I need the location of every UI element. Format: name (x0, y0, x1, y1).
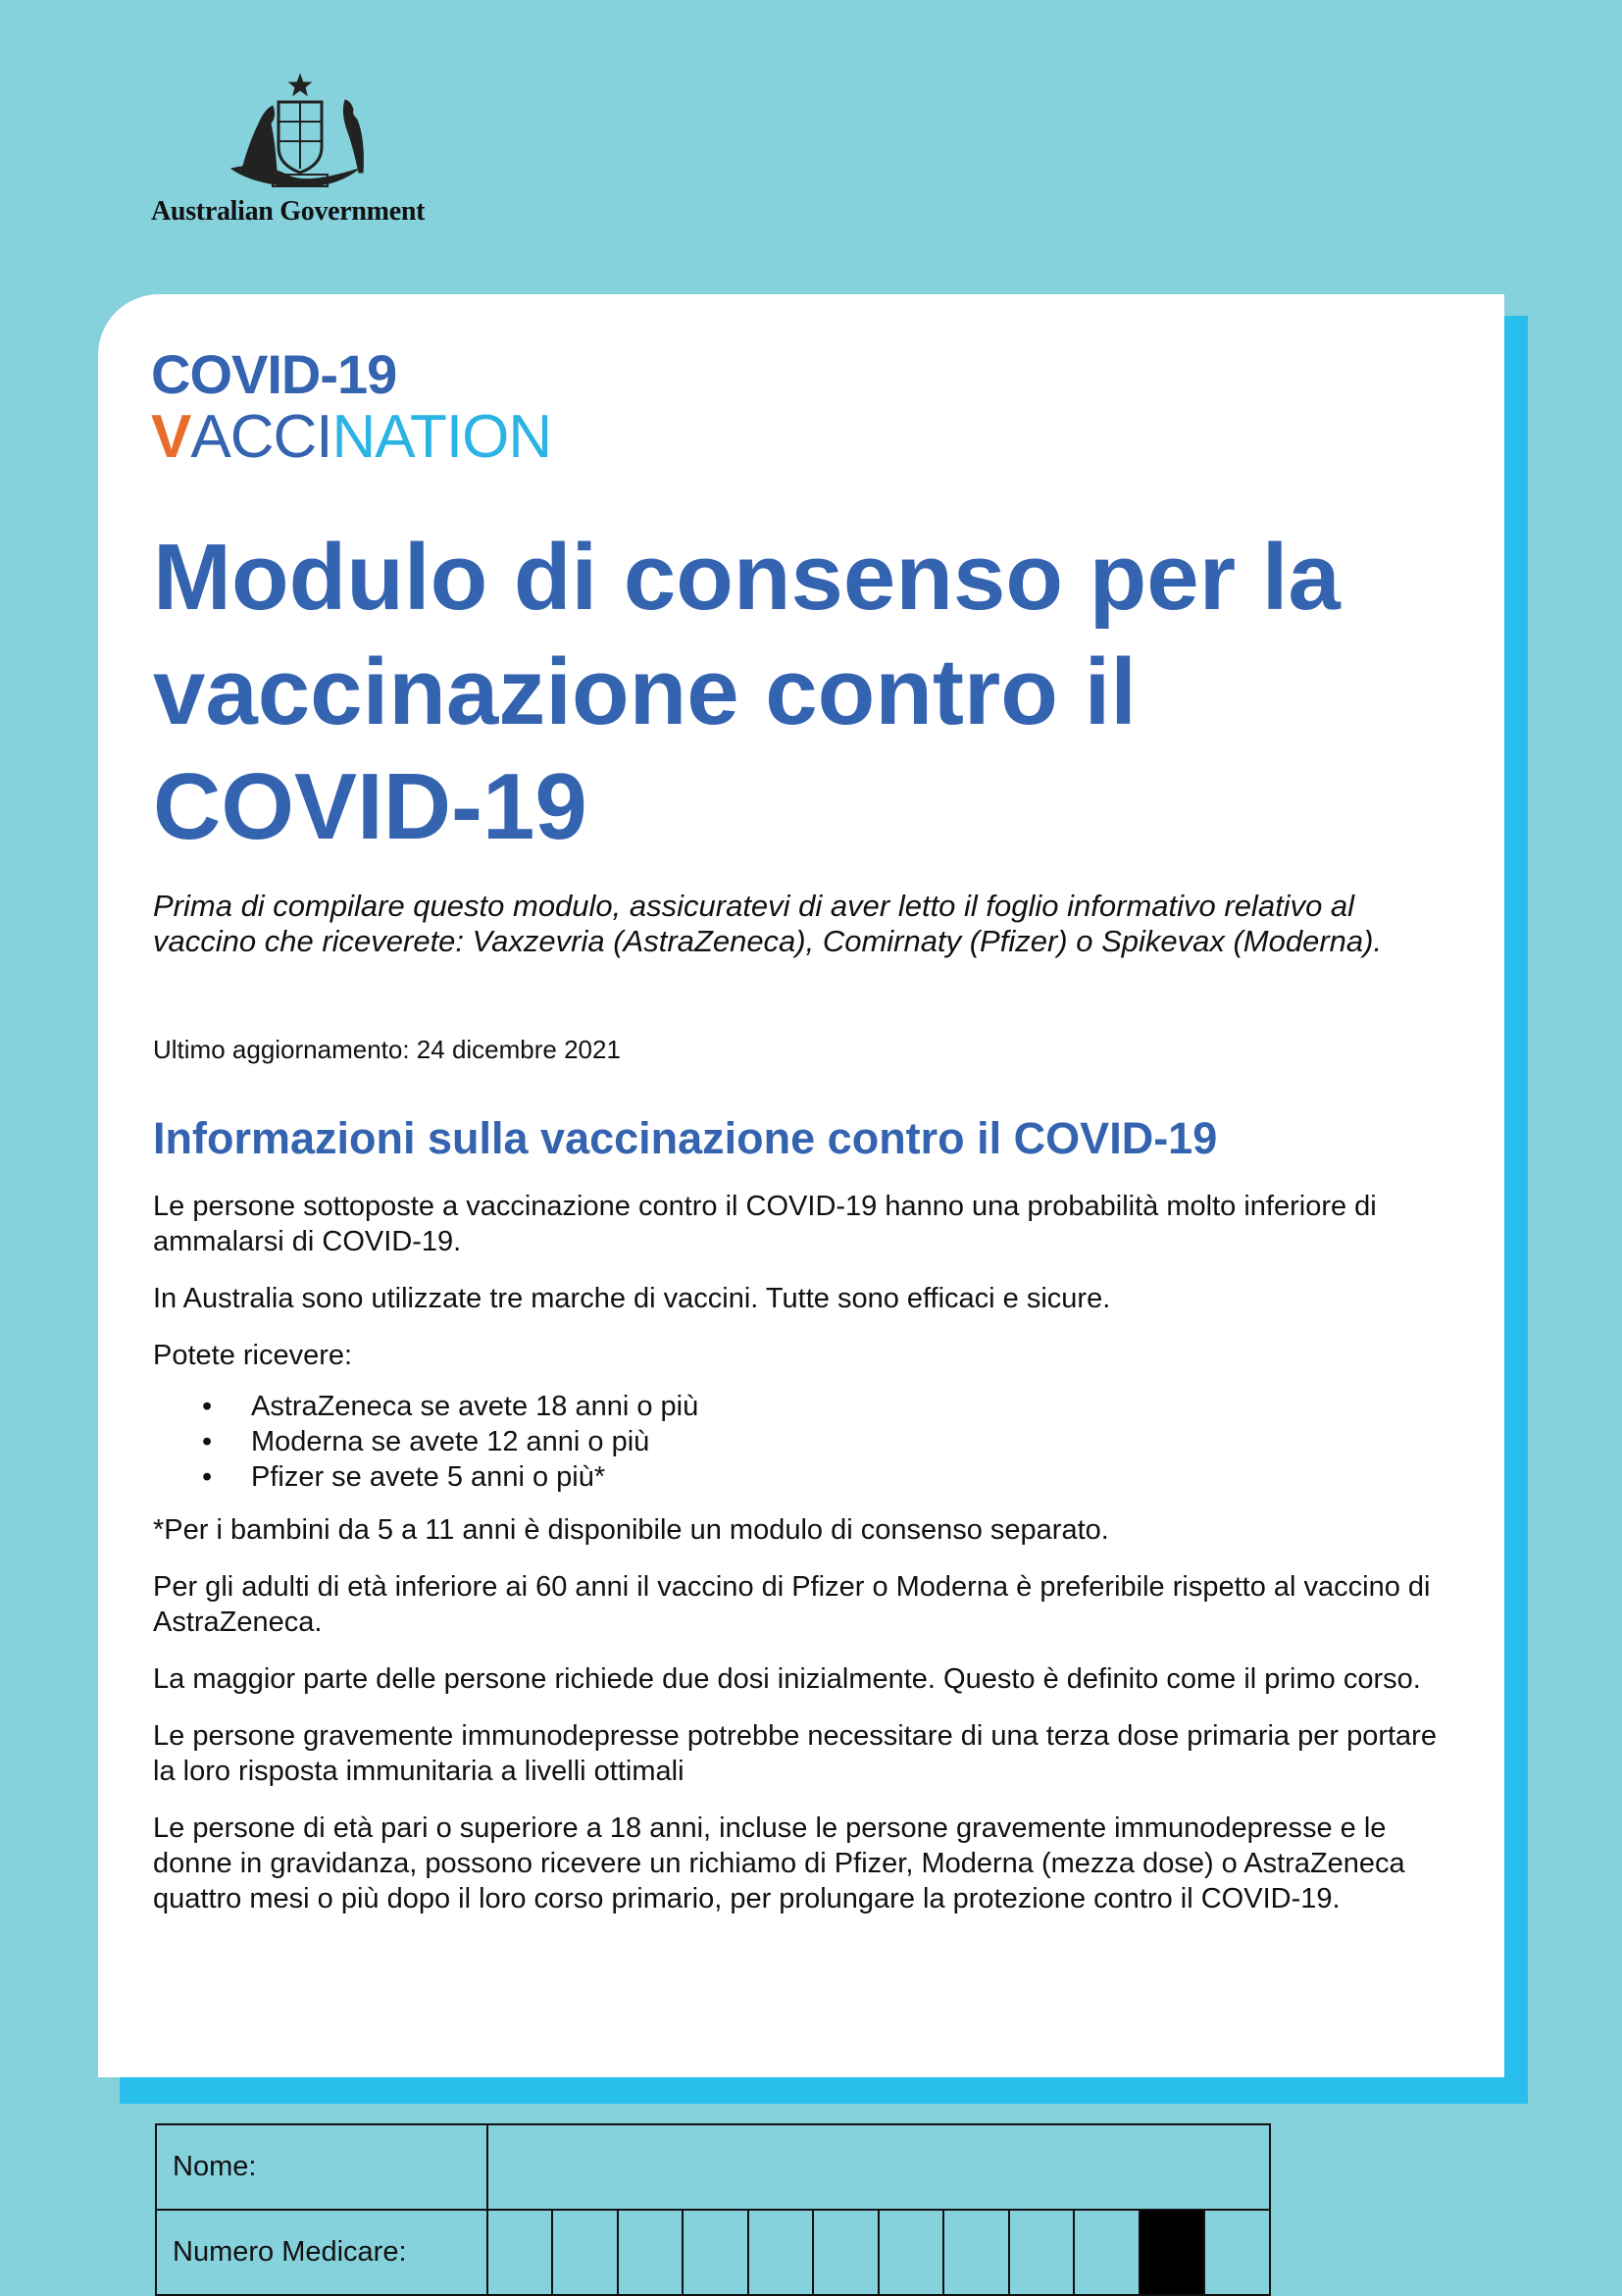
patient-details-form (155, 2123, 1271, 2296)
vaccine-list (153, 1389, 1457, 1495)
medicare-digit-field[interactable] (487, 2210, 553, 2295)
logo-v: V (151, 403, 191, 471)
list-item: • AstraZeneca se avete 18 anni o più (153, 1389, 1457, 1424)
paragraph: Le persone di età pari o superiore a 18 anni, incluse le persone gravemente immunodepresse e le donne in gravidanza, possono ricevere un richiamo di Pfizer, Moderna (mezza dose) o AstraZeneca quattro mesi o più dopo il loro corso primario, per prolungare la protezione contro il COVID-19. (153, 1812, 1405, 1914)
logo-line-2 (151, 403, 552, 471)
list-item: • Moderna se avete 12 anni o più (153, 1424, 1457, 1459)
page-title: Modulo di consenso per la vaccinazione contro il COVID-19 (153, 525, 1341, 859)
logo-nation: NATION (331, 403, 552, 471)
list-item: • Pfizer se avete 5 anni o più* (153, 1459, 1457, 1495)
medicare-digit-field[interactable] (943, 2210, 1009, 2295)
covid-vaccination-logo (151, 343, 592, 471)
content-card (98, 294, 1504, 2077)
logo-line-1: COVID-19 (151, 343, 397, 405)
section-body (153, 1189, 1457, 1938)
paragraph: La maggior parte delle persone richiede due dosi inizialmente. Questo è definito come il primo corso. (153, 1663, 1421, 1695)
name-label: Nome: (156, 2124, 487, 2210)
last-updated: Ultimo aggiornamento: 24 dicembre 2021 (153, 1035, 621, 1064)
name-row (156, 2124, 1270, 2210)
logo-acci: ACCI (190, 403, 332, 471)
medicare-row (156, 2210, 1270, 2295)
medicare-label: Numero Medicare: (156, 2210, 487, 2295)
paragraph: In Australia sono utilizzate tre marche di vaccini. Tutte sono efficaci e sicure. (153, 1283, 1111, 1314)
paragraph: Le persone gravemente immunodepresse potrebbe necessitare di una terza dose primaria per portare la loro risposta immunitaria a livelli ottimali (153, 1720, 1437, 1787)
medicare-digit-field[interactable] (618, 2210, 684, 2295)
intro-text: Prima di compilare questo modulo, assicuratevi di aver letto il foglio informativo relativo al vaccino che riceverete: Vaxzevria (AstraZeneca), Comirnaty (Pfizer) o Spikevax (Moderna). (153, 889, 1383, 958)
paragraph: Potete ricevere: (153, 1340, 353, 1371)
medicare-digit-field[interactable] (552, 2210, 618, 2295)
australian-coat-of-arms-icon (222, 71, 379, 192)
paragraph: Le persone sottoposte a vaccinazione contro il COVID-19 hanno una probabilità molto inferiore di ammalarsi di COVID-19. (153, 1191, 1377, 1257)
name-field[interactable] (487, 2124, 1270, 2210)
medicare-irn-field[interactable] (1204, 2210, 1270, 2295)
government-name: Australian Government (151, 196, 426, 227)
medicare-digit-field[interactable] (748, 2210, 814, 2295)
medicare-digit-separator (1140, 2210, 1205, 2295)
paragraph: Per gli adulti di età inferiore ai 60 anni il vaccino di Pfizer o Moderna è preferibile rispetto al vaccino di AstraZeneca. (153, 1571, 1431, 1638)
medicare-digit-field[interactable] (813, 2210, 879, 2295)
section-heading: Informazioni sulla vaccinazione contro il COVID-19 (153, 1113, 1218, 1163)
medicare-digit-field[interactable] (1074, 2210, 1140, 2295)
medicare-digit-field[interactable] (879, 2210, 944, 2295)
medicare-digit-field[interactable] (683, 2210, 748, 2295)
paragraph: *Per i bambini da 5 a 11 anni è disponibile un modulo di consenso separato. (153, 1514, 1109, 1546)
medicare-digit-field[interactable] (1009, 2210, 1075, 2295)
